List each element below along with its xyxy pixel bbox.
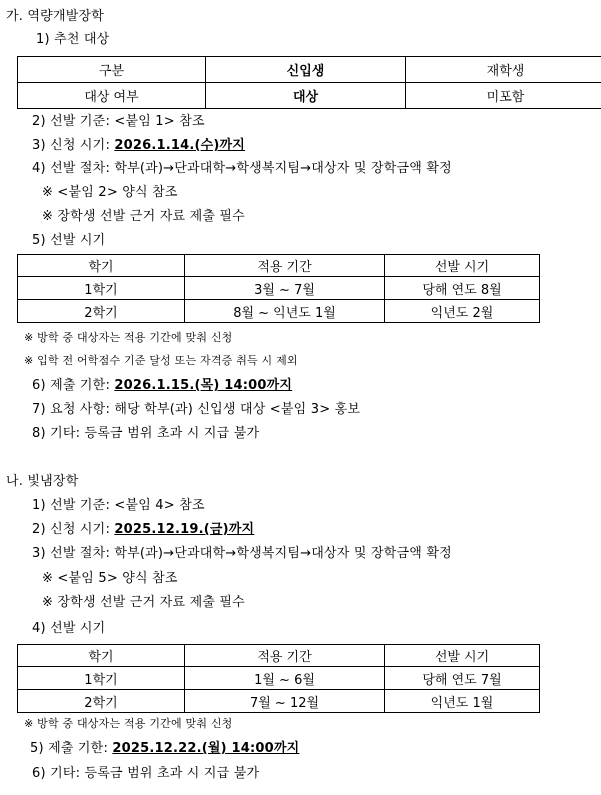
section-a-schedule-table: [17, 254, 540, 323]
section-a-item3-label: 3) 신청 시기:: [32, 138, 115, 153]
schedule-b-cell: 당해 연도 7월: [385, 667, 540, 690]
target-row-label: 대상 여부: [18, 83, 206, 109]
section-b-small-note1: ※ 방학 중 대상자는 적용 기간에 맞춰 신청: [24, 717, 233, 730]
schedule-b-cell: 1학기: [18, 667, 185, 690]
schedule-b-header-semester: 학기: [18, 645, 185, 667]
target-header-enrolled: 재학생: [406, 57, 601, 83]
section-b-title: 나. 빛냄장학: [6, 474, 79, 489]
target-table: [17, 56, 601, 109]
section-b-item2: [32, 522, 254, 538]
schedule-b-header-selection: 선발 시기: [385, 645, 540, 667]
target-row-freshman: 대상: [206, 83, 406, 109]
target-row-enrolled: 미포함: [406, 83, 601, 109]
section-a-item5: 5) 선발 시기: [32, 233, 106, 248]
target-header-freshman: 신입생: [206, 57, 406, 83]
section-a-small-note2: ※ 입학 전 어학점수 기준 달성 또는 자격증 취득 시 제외: [24, 354, 298, 367]
schedule-a-cell: 익년도 2월: [385, 300, 540, 323]
schedule-b-cell: 익년도 1월: [385, 690, 540, 713]
section-b-schedule-table: [17, 644, 540, 713]
section-a-item6-label: 6) 제출 기한:: [32, 378, 115, 393]
section-a-item8: 8) 기타: 등록금 범위 초과 시 지급 불가: [32, 426, 260, 441]
section-a-note2: ※ 장학생 선발 근거 자료 제출 필수: [42, 209, 245, 224]
section-a-title: 가. 역량개발장학: [6, 9, 104, 24]
section-a-item6: [32, 378, 292, 394]
schedule-b-cell: 1월 ~ 6월: [185, 667, 385, 690]
schedule-a-cell: 8월 ~ 익년도 1월: [185, 300, 385, 323]
section-b-item4: 4) 선발 시기: [32, 621, 106, 636]
section-b-note1: ※ <붙임 5> 양식 참조: [42, 571, 178, 586]
schedule-a-cell: 1학기: [18, 277, 185, 300]
schedule-a-header-selection: 선발 시기: [385, 255, 540, 277]
schedule-a-cell: 당해 연도 8월: [385, 277, 540, 300]
section-a-submit-deadline: 2026.1.15.(목) 14:00까지: [114, 378, 293, 393]
schedule-b-cell: 7월 ~ 12월: [185, 690, 385, 713]
schedule-a-cell: 2학기: [18, 300, 185, 323]
section-b-item2-label: 2) 신청 시기:: [32, 522, 115, 537]
section-b-item6: 6) 기타: 등록금 범위 초과 시 지급 불가: [32, 766, 260, 781]
section-a-small-note1: ※ 방학 중 대상자는 적용 기간에 맞춰 신청: [24, 331, 233, 344]
schedule-b-header-period: 적용 기간: [185, 645, 385, 667]
schedule-a-header-semester: 학기: [18, 255, 185, 277]
section-b-note2: ※ 장학생 선발 근거 자료 제출 필수: [42, 595, 245, 610]
section-a-item4: 4) 선발 절차: 학부(과)→단과대학→학생복지팀→대상자 및 장학금액 확정: [32, 161, 452, 176]
section-a-note1: ※ <붙임 2> 양식 참조: [42, 185, 178, 200]
section-b-submit-deadline: 2025.12.22.(월) 14:00까지: [112, 741, 300, 756]
section-a-apply-deadline: 2026.1.14.(수)까지: [114, 138, 246, 153]
section-b-apply-deadline: 2025.12.19.(금)까지: [114, 522, 255, 537]
section-a-item2: 2) 선발 기준: <붙임 1> 참조: [32, 114, 205, 129]
schedule-a-header-period: 적용 기간: [185, 255, 385, 277]
section-a-item7: 7) 요청 사항: 해당 학부(과) 신입생 대상 <붙임 3> 홍보: [32, 402, 361, 417]
section-b-item5: [30, 741, 299, 757]
section-b-item1: 1) 선발 기준: <붙임 4> 참조: [32, 498, 205, 513]
section-b-item3: 3) 선발 절차: 학부(과)→단과대학→학생복지팀→대상자 및 장학금액 확정: [32, 546, 452, 561]
section-a-item3: [32, 138, 245, 154]
schedule-b-cell: 2학기: [18, 690, 185, 713]
schedule-a-cell: 3월 ~ 7월: [185, 277, 385, 300]
target-header-category: 구분: [18, 57, 206, 83]
section-a-item1: 1) 추천 대상: [36, 32, 110, 47]
section-b-item5-label: 5) 제출 기한:: [30, 741, 113, 756]
